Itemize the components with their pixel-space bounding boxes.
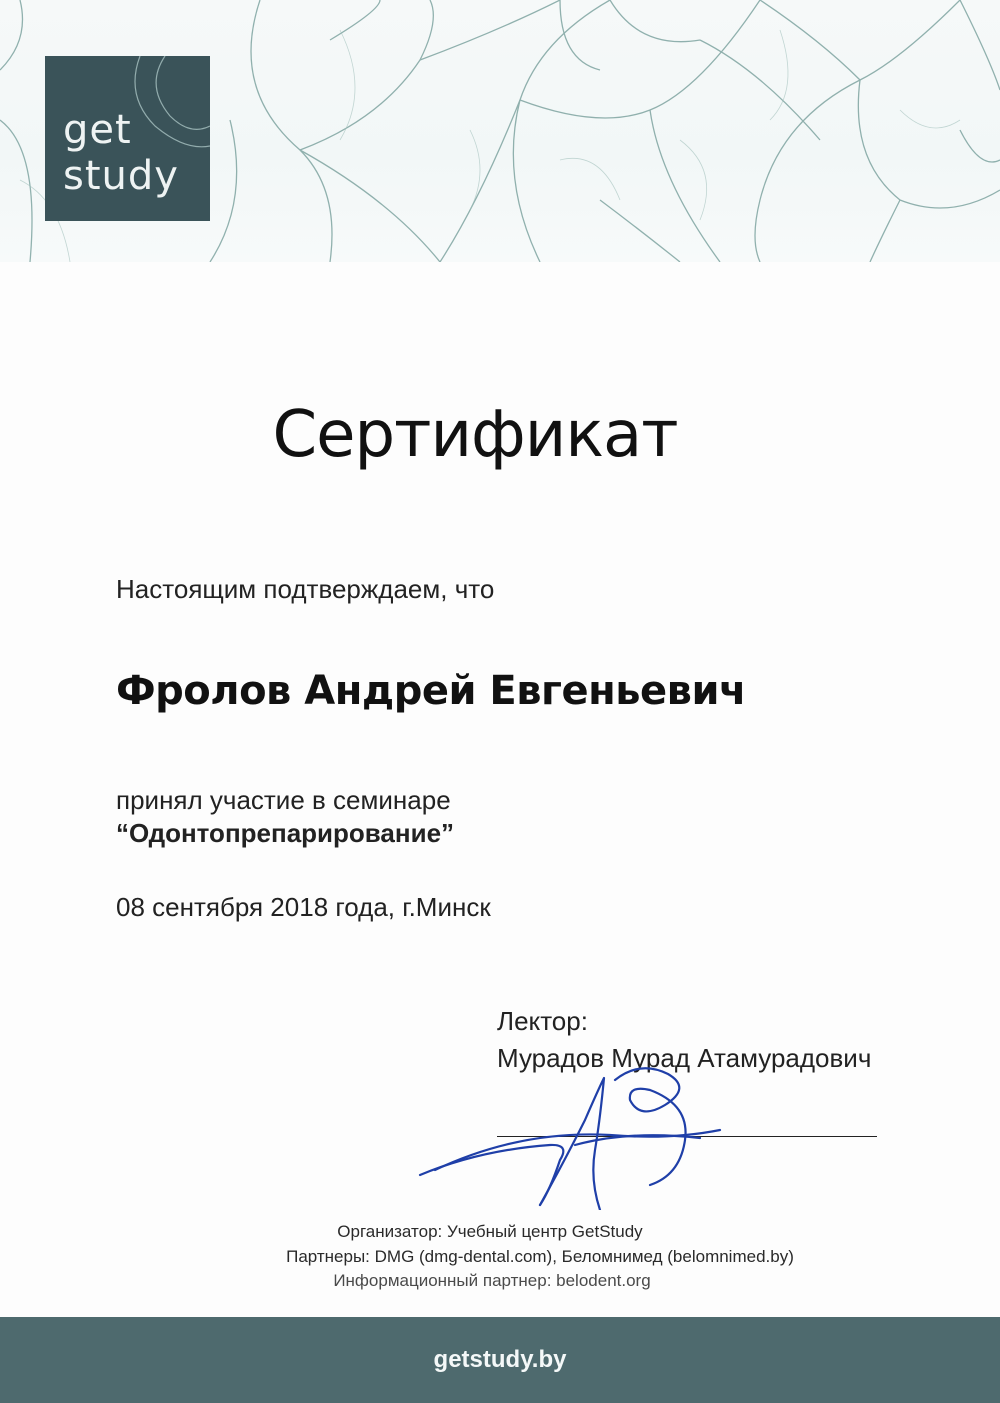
partners-credit: Партнеры: DMG (dmg-dental.com), Беломнимед (belomnimed.by) (286, 1247, 794, 1266)
certificate-title: Сертификат (272, 398, 678, 472)
date-place: 08 сентября 2018 года, г.Минск (116, 892, 491, 922)
footer-website: getstudy.by (433, 1346, 567, 1373)
lecturer-label: Лектор: (497, 1006, 588, 1036)
logo-text-study: study (63, 153, 179, 199)
confirmation-text: Настоящим подтверждаем, что (116, 574, 495, 604)
handwritten-signature (400, 1060, 740, 1210)
info-partner-credit: Информационный партнер: belodent.org (333, 1271, 651, 1290)
header-pattern (0, 0, 1000, 262)
getstudy-logo (45, 56, 210, 221)
recipient-name: Фролов Андрей Евгеньевич (116, 668, 746, 714)
logo-text-get: get (63, 107, 132, 153)
organizer-credit: Организатор: Учебный центр GetStudy (337, 1222, 643, 1241)
seminar-title: “Одонтопрепарирование” (116, 818, 455, 848)
participation-text: принял участие в семинаре (116, 785, 451, 815)
lecturer-name: Мурадов Мурад Атамурадович (497, 1043, 872, 1073)
